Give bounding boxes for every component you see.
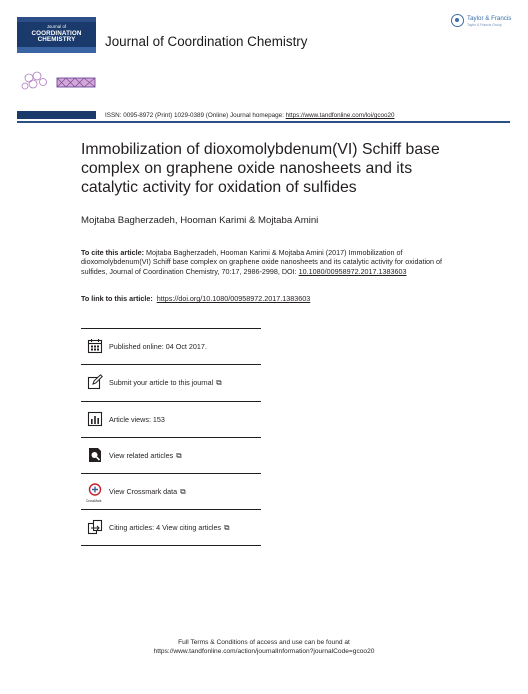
citation-label: To cite this article: <box>81 248 144 257</box>
article-authors: Mojtaba Bagherzadeh, Hooman Karimi & Mojtaba Amini <box>81 215 319 226</box>
panel-divider <box>81 473 261 474</box>
issn-line <box>105 112 394 119</box>
citation-doi-link[interactable]: 10.1080/00958972.2017.1383603 <box>298 266 407 276</box>
calendar-icon <box>87 338 103 354</box>
published-date: Published online: 04 Oct 2017. <box>109 342 207 351</box>
journal-cover-image <box>17 17 96 53</box>
panel-divider <box>81 437 261 438</box>
cover-subtitle: Journal of <box>46 24 67 29</box>
issn-text: ISSN: 0095-8972 (Print) 1029-0389 (Online) Journal homepage: <box>105 112 286 119</box>
citing-articles-link[interactable]: Citing articles: 4 View citing articles <box>109 523 222 532</box>
panel-divider <box>81 328 261 329</box>
footer-terms-text: Full Terms & Conditions of access and use can be found at <box>178 639 350 646</box>
submit-article-link[interactable]: Submit your article to this journal <box>109 378 214 387</box>
crossmark-link[interactable]: View Crossmark data <box>109 487 178 496</box>
external-link-icon: ⧉ <box>216 378 222 387</box>
publisher-tagline: Taylor & Francis Group <box>467 23 502 27</box>
citation-block <box>81 248 456 276</box>
panel-divider <box>81 401 261 402</box>
external-link-icon: ⧉ <box>180 487 186 496</box>
cover-molecule-graphic <box>17 66 96 98</box>
panel-divider <box>81 364 261 365</box>
external-link-icon: ⧉ <box>224 523 230 532</box>
article-link-block <box>81 294 456 303</box>
crossmark-icon-label: CrossMark <box>86 499 102 503</box>
external-link-icon: ⧉ <box>176 451 182 460</box>
citing-documents-icon <box>87 519 103 535</box>
bar-chart-icon <box>87 411 103 427</box>
cover-bottom-band <box>17 111 96 119</box>
publisher-name: Taylor & Francis <box>467 15 512 22</box>
citing-articles-row[interactable] <box>81 514 261 540</box>
document-search-icon <box>87 447 103 463</box>
crossmark-icon <box>87 483 103 499</box>
footer-terms-link[interactable]: https://www.tandfonline.com/action/journalInformation?journalCode=gcoo20 <box>153 648 375 655</box>
edit-icon <box>87 374 103 390</box>
journal-title[interactable]: Journal of Coordination Chemistry <box>105 34 308 49</box>
link-label: To link to this article: <box>81 294 153 303</box>
panel-divider <box>81 509 261 510</box>
journal-homepage-link[interactable]: https://www.tandfonline.com/loi/gcoo20 <box>285 112 395 119</box>
related-articles-link[interactable]: View related articles <box>109 451 174 460</box>
submit-article-row[interactable] <box>81 369 261 395</box>
article-doi-link[interactable]: https://doi.org/10.1080/00958972.2017.1383603 <box>156 294 311 303</box>
header-divider <box>17 121 510 123</box>
crossmark-row[interactable] <box>81 478 261 504</box>
footer <box>0 638 528 656</box>
article-info-panel <box>81 328 261 548</box>
panel-divider <box>81 545 261 546</box>
cover-title: COORDINATION CHEMISTRY <box>31 29 82 44</box>
published-row <box>81 333 261 359</box>
related-articles-row[interactable] <box>81 442 261 468</box>
citation-text: Mojtaba Bagherzadeh, Hooman Karimi & Mojtaba Amini (2017) Immobilization of dioxomolybdenum(VI) Schiff base complex on graphene oxide nanosheets and its catalytic activity for oxidation of sulfides, Journal of Coordination Chemistry, 70:17, 2986-2998, DOI: <box>81 248 443 276</box>
article-title: Immobilization of dioxomolybdenum(VI) Schiff base complex on graphene oxide nanosheets and its catalytic activity for oxidation of sulfides <box>81 141 440 196</box>
publisher-logo[interactable] <box>451 12 511 36</box>
article-views-row <box>81 406 261 432</box>
publisher-logo-icon <box>451 14 464 27</box>
article-views-count: Article views: 153 <box>109 415 165 424</box>
